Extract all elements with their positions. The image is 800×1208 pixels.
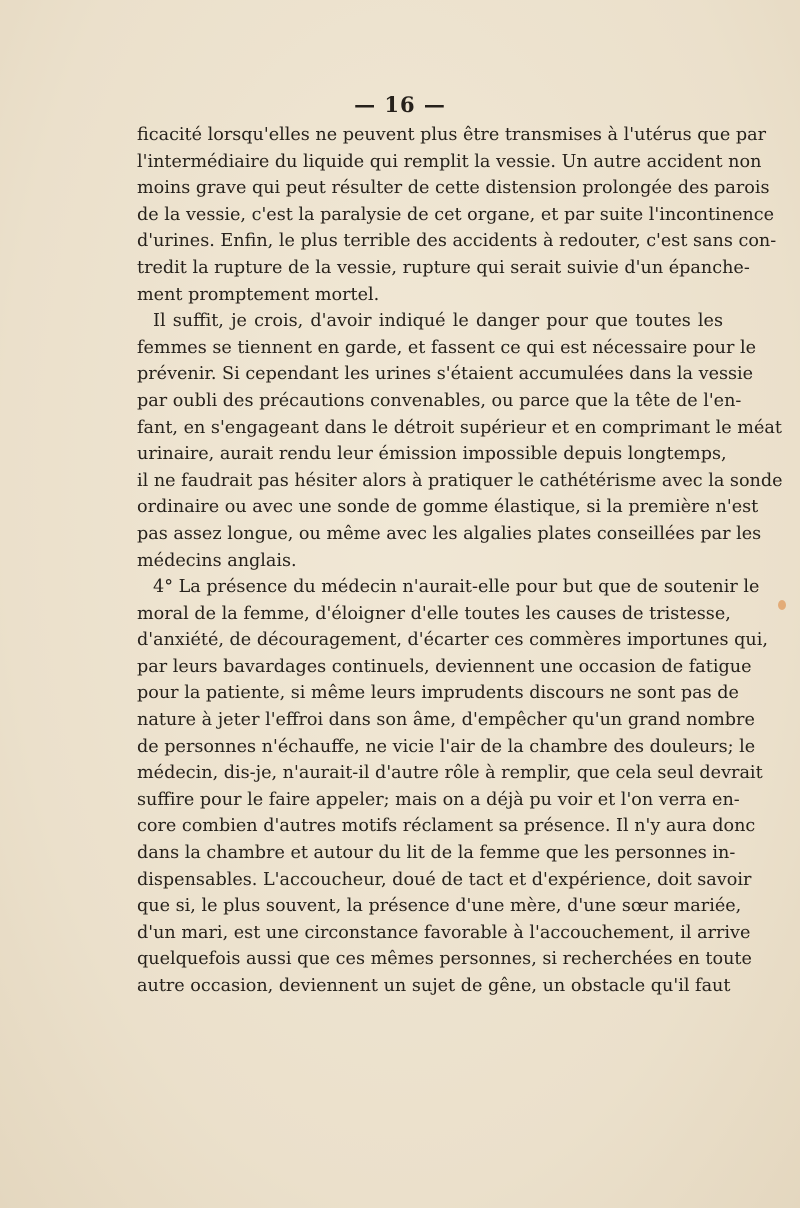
text-line: autre occasion, deviennent un sujet de gêne, un obstacle qu'il faut bbox=[137, 976, 731, 996]
text-line: prévenir. Si cependant les urines s'étaient accumulées dans la vessie bbox=[137, 364, 754, 385]
text-line: par leurs bavardages continuels, deviennent une occasion de fatigue bbox=[137, 656, 752, 677]
body-text bbox=[137, 122, 783, 1000]
text-line: suffire pour le faire appeler; mais on a déjà pu voir et l'on verra en- bbox=[137, 789, 740, 810]
text-line: médecin, dis-je, n'aurait-il d'autre rôle à remplir, que cela seul devrait bbox=[137, 763, 763, 784]
text-line: l'intermédiaire du liquide qui remplit la vessie. Un autre accident non bbox=[137, 151, 762, 172]
text-line: que si, le plus souvent, la présence d'une mère, d'une sœur mariée, bbox=[137, 896, 742, 917]
text-line: pour la patiente, si même leurs imprudents discours ne sont pas de bbox=[137, 683, 739, 704]
text-line: dispensables. L'accoucheur, doué de tact et d'expérience, doit savoir bbox=[137, 869, 752, 890]
text-line: moral de la femme, d'éloigner d'elle toutes les causes de tristesse, bbox=[137, 603, 731, 624]
text-line: tredit la rupture de la vessie, rupture qui serait suivie d'un épanche- bbox=[137, 257, 750, 278]
text-line: de personnes n'échauffe, ne vicie l'air de la chambre des douleurs; le bbox=[137, 736, 756, 757]
text-line: médecins anglais. bbox=[137, 550, 297, 571]
text-line: quelquefois aussi que ces mêmes personnes, si recherchées en toute bbox=[137, 949, 752, 970]
text-line: femmes se tiennent en garde, et fassent ce qui est nécessaire pour le bbox=[137, 337, 757, 358]
text-line: 4° La présence du médecin n'aurait-elle pour but que de soutenir le bbox=[153, 577, 760, 598]
text-line: core combien d'autres motifs réclament sa présence. Il n'y aura donc bbox=[137, 816, 756, 837]
text-line: d'un mari, est une circonstance favorable à l'accouchement, il arrive bbox=[137, 922, 751, 943]
paper-stain bbox=[778, 600, 786, 610]
text-line: dans la chambre et autour du lit de la femme que les personnes in- bbox=[137, 843, 736, 864]
text-line: il ne faudrait pas hésiter alors à pratiquer le cathétérisme avec la sonde bbox=[137, 470, 783, 491]
text-line: par oubli des précautions convenables, ou parce que la tête de l'en- bbox=[137, 390, 742, 411]
text-line: d'urines. Enfin, le plus terrible des accidents à redouter, c'est sans con- bbox=[137, 231, 777, 252]
text-line: moins grave qui peut résulter de cette distension prolongée des parois bbox=[137, 178, 770, 199]
page-number: — 16 — bbox=[354, 92, 446, 117]
text-line: urinaire, aurait rendu leur émission impossible depuis longtemps, bbox=[137, 444, 727, 465]
text-line: fant, en s'engageant dans le détroit supérieur et en comprimant le méat bbox=[137, 417, 782, 438]
text-line: nature à jeter l'effroi dans son âme, d'empêcher qu'un grand nombre bbox=[137, 710, 755, 731]
text-line: ficacité lorsqu'elles ne peuvent plus être transmises à l'utérus que par bbox=[137, 125, 767, 145]
text-line: de la vessie, c'est la paralysie de cet organe, et par suite l'incontinence bbox=[137, 204, 774, 225]
text-line: Il suffit, je crois, d'avoir indiqué le danger pour que toutes les bbox=[153, 311, 723, 332]
text-line: ment promptement mortel. bbox=[137, 284, 380, 305]
text-line: ordinaire ou avec une sonde de gomme élastique, si la première n'est bbox=[137, 497, 759, 518]
text-line: pas assez longue, ou même avec les algalies plates conseillées par les bbox=[137, 523, 762, 544]
text-line: d'anxiété, de découragement, d'écarter ces commères importunes qui, bbox=[137, 630, 768, 651]
